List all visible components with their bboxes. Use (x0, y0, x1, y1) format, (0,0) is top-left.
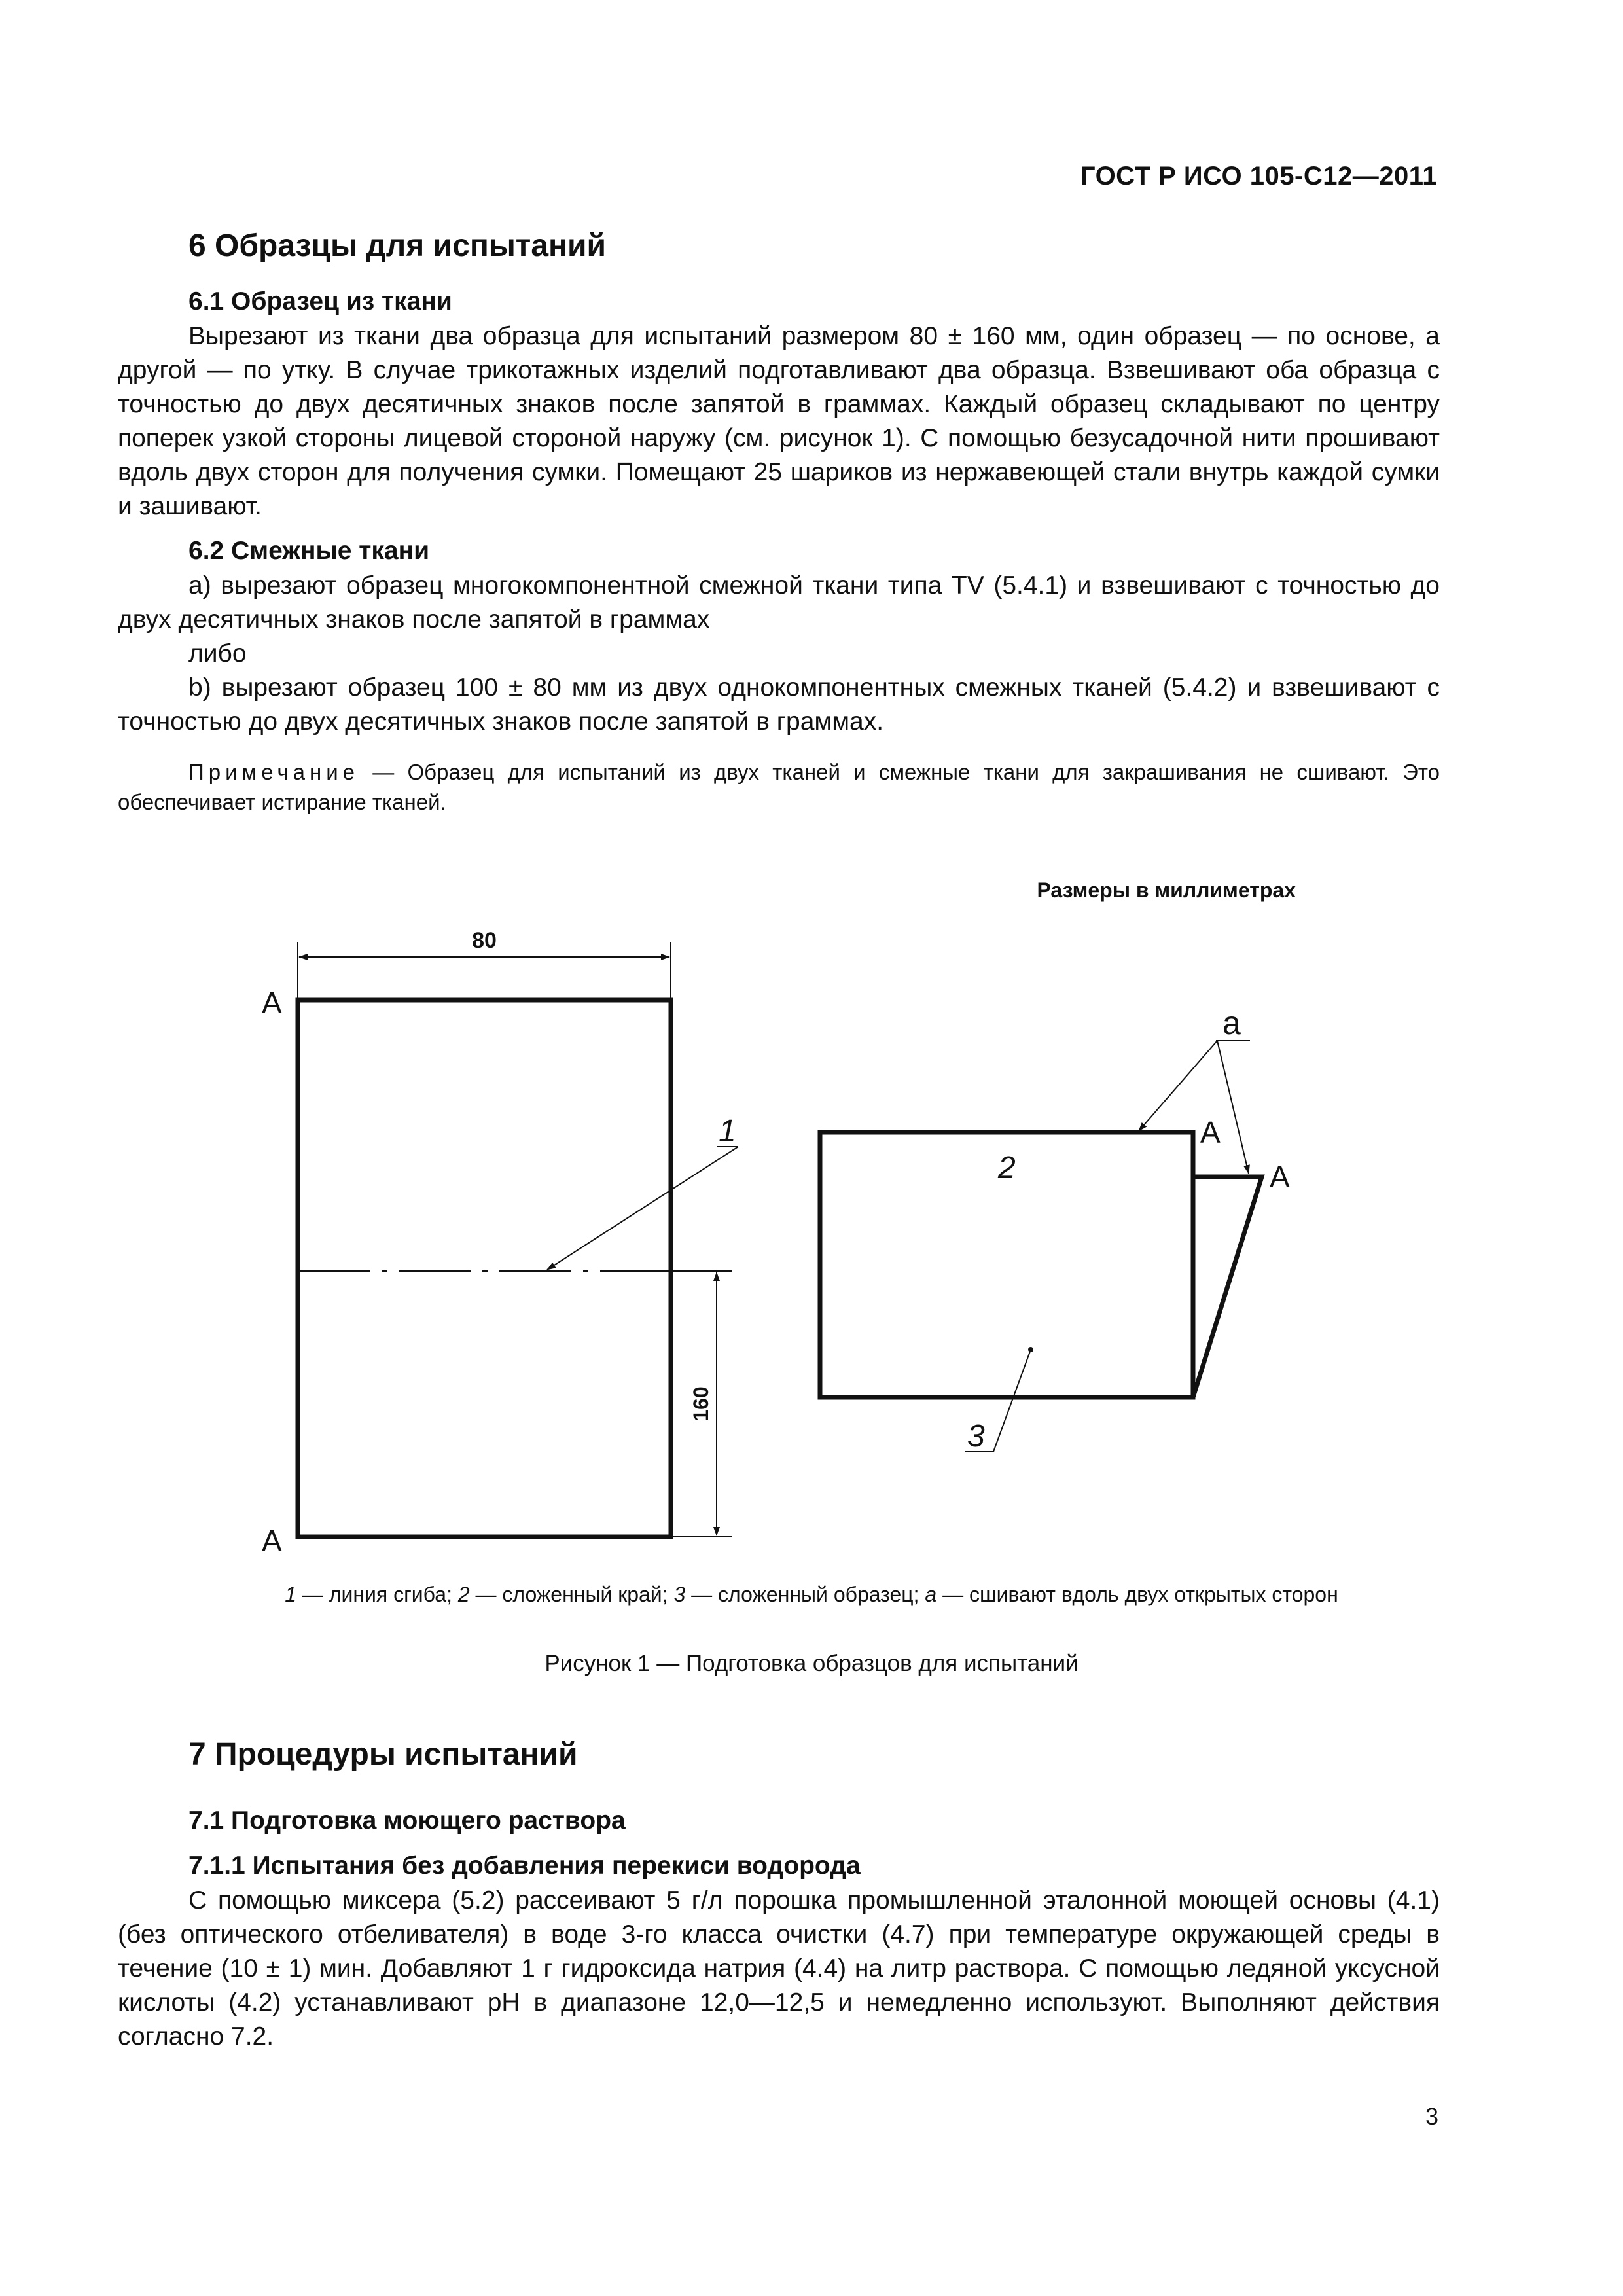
subsection-7-1-1-text: С помощью миксера (5.2) рассеивают 5 г/л порошка промышленной эталонной моющей основы (4.1) (без оптического отбеливателя) в воде 3-го класса очистки (4.7) при температуре окружающей среды в течение (10 ± 1) мин. Добавляют 1 г гидроксида натрия (4.4) на литр раствора. С помощью ледяной уксусной кислоты (4.2) устанавливают pH в диапазоне 12,0—12,5 и немедленно используют. Выполняют действия согласно 7.2. (118, 1886, 1440, 2051)
section-6 (118, 226, 1440, 817)
legend-key-2: 2 (457, 1583, 470, 1606)
figure-1-diagram (0, 903, 1623, 1584)
note (118, 757, 1440, 817)
page-number: 3 (1425, 2103, 1438, 2130)
section-7-title: 7 Процедуры испытаний (188, 1737, 578, 1772)
edge-a-top-label: A (262, 986, 282, 1020)
legend-value-3: — сложенный образец; (685, 1583, 925, 1606)
legend-key-1: 1 (285, 1583, 297, 1606)
subsection-6-2-item-a: a) вырезают образец многокомпонентной смежной ткани типа TV (5.4.1) и взвешивают с точностью до двух десятичных знаков после запятой в граммах (118, 571, 1440, 634)
legend-value-2: — сложенный край; (469, 1583, 674, 1606)
subsection-7-1-1-title: 7.1.1 Испытания без добавления перекиси водорода (188, 1852, 861, 1880)
figure-units-label: Размеры в миллиметрах (1037, 878, 1296, 902)
figure-legend (0, 1583, 1623, 1607)
legend-value-1: — линия сгиба; (296, 1583, 458, 1606)
subsection-6-1-text: Вырезают из ткани два образца для испытаний размером 80 ± 160 мм, один образец — по основе, а другой — по утку. В случае трикотажных изделий подготавливают два образца. Взвешивают оба образца с точностью до двух десятичных знаков после запятой в граммах. Каждый образец складывают по центру поперек узкой стороны лицевой стороной наружу (см. рисунок 1). С помощью безусадочной нити прошивают вдоль двух сторон для получения сумки. Помещают 25 шариков из нержавеющей стали внутрь каждой сумки и зашивают. (118, 322, 1440, 521)
callout-1-label: 1 (719, 1114, 736, 1149)
subsection-6-1-title: 6.1 Образец из ткани (188, 287, 452, 316)
legend-key-a: а (925, 1583, 937, 1606)
height-dimension-label: 160 (689, 1386, 713, 1422)
specimen-unfolded-rect (298, 1000, 671, 1537)
edge-a-bottom-label: A (262, 1524, 282, 1558)
legend-key-3: 3 (673, 1583, 686, 1606)
callout-a-leader-side (1217, 1041, 1249, 1174)
document-code: ГОСТ Р ИСО 105-С12—2011 (1080, 162, 1437, 190)
subsection-6-2-title: 6.2 Смежные ткани (188, 537, 430, 565)
specimen-folded-back-layer (1193, 1177, 1262, 1397)
callout-3-label: 3 (967, 1419, 985, 1454)
edge-a-back-label: A (1270, 1160, 1290, 1194)
callout-a-label: a (1222, 1005, 1241, 1041)
callout-3-leader (993, 1350, 1031, 1452)
subsection-7-1-title: 7.1 Подготовка моющего раствора (188, 1806, 626, 1835)
width-dimension-label: 80 (472, 928, 497, 953)
subsection-6-2-item-b: b) вырезают образец 100 ± 80 мм из двух однокомпонентных смежных тканей (5.4.2) и взвешивают с точностью до двух десятичных знаков после запятой в граммах. (118, 673, 1440, 736)
legend-value-a: — сшивают вдоль двух открытых сторон (936, 1583, 1338, 1606)
section-6-title: 6 Образцы для испытаний (188, 228, 607, 263)
note-label: Примечание (188, 759, 360, 784)
figure-caption: Рисунок 1 — Подготовка образцов для испытаний (544, 1651, 1079, 1676)
note-text: — Образец для испытаний из двух тканей и смежные ткани для закрашивания не сшивают. Это обеспечивает истирание тканей. (118, 759, 1440, 814)
section-7 (118, 1734, 1440, 2054)
subsection-6-2-or: либо (188, 639, 247, 668)
callout-1-leader (547, 1147, 738, 1270)
callout-2-label: 2 (998, 1151, 1016, 1185)
edge-a-folded-label: A (1200, 1115, 1221, 1149)
